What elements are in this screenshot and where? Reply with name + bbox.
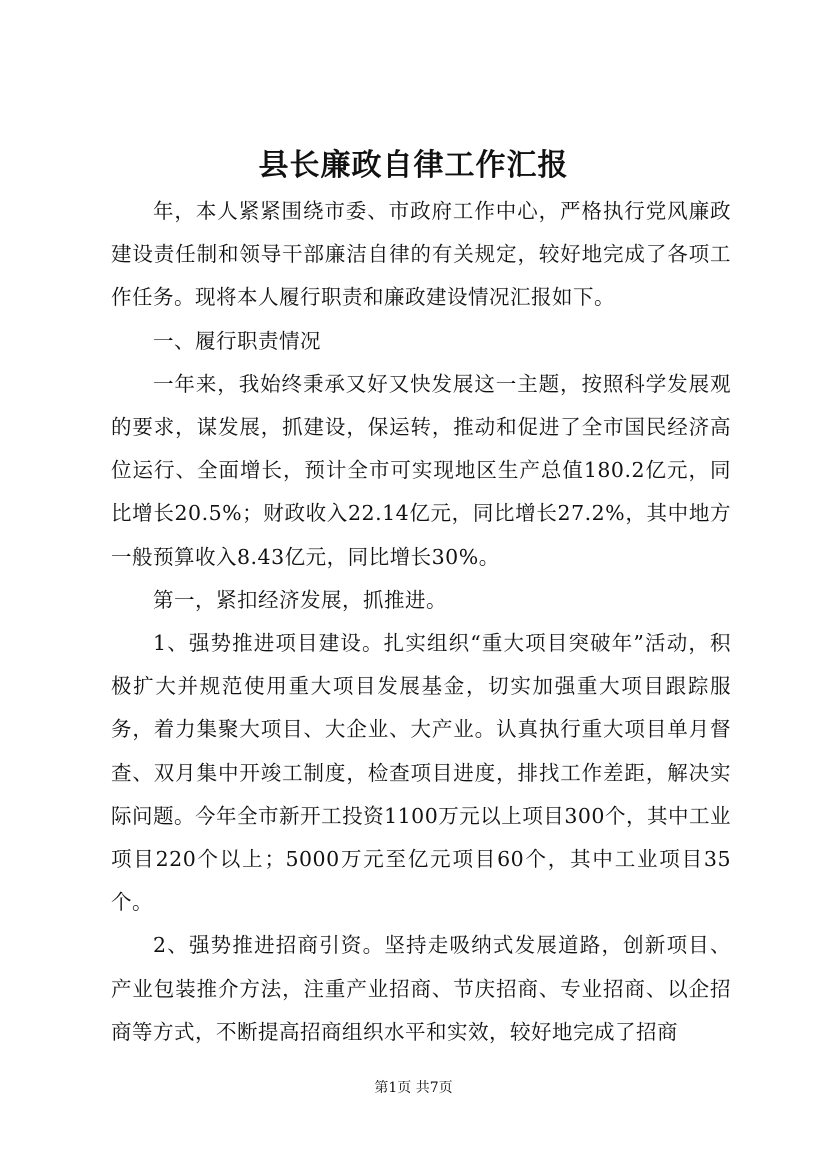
document-title: 县长廉政自律工作汇报 xyxy=(258,148,569,183)
subheading-economic-development: 第一，紧扣经济发展，抓推进。 xyxy=(153,587,447,612)
document-body xyxy=(111,190,731,1054)
page-number-footer: 第1页 共7页 xyxy=(374,1080,453,1096)
paragraph-intro: 年，本人紧紧围绕市委、市政府工作中心，严格执行党风廉政建设责任制和领导干部廉洁自律的有关规定，较好地完成了各项工作任务。现将本人履行职责和廉政建设情况汇报如下。 xyxy=(111,199,731,310)
section-heading-duties: 一、履行职责情况 xyxy=(153,328,321,353)
paragraph-investment-attraction: 2、强势推进招商引资。坚持走吸纳式发展道路，创新项目、产业包装推介方法，注重产业招商、节庆招商、专业招商、以企招商等方式，不断提高招商组织水平和实效，较好地完成了招商 xyxy=(111,933,731,1044)
paragraph-project-construction: 1、强势推进项目建设。扎实组织“重大项目突破年”活动，积极扩大并规范使用重大项目发展基金，切实加强重大项目跟踪服务，着力集聚大项目、大企业、大产业。认真执行重大项目单月督查、双月集中开竣工制度，检查项目进度，排找工作差距，解决实际问题。今年全市新开工投资1100万元以上项目300个，其中工业项目220个以上；5000万元至亿元项目60个，其中工业项目35个。 xyxy=(111,631,731,915)
paragraph-economy-summary: 一年来，我始终秉承又好又快发展这一主题，按照科学发展观的要求，谋发展，抓建设，保运转，推动和促进了全市国民经济高位运行、全面增长，预计全市可实现地区生产总值180.2亿元，同比增长20.5%；财政收入22.14亿元，同比增长27.2%，其中地方一般预算收入8.43亿元，同比增长30%。 xyxy=(111,371,731,569)
